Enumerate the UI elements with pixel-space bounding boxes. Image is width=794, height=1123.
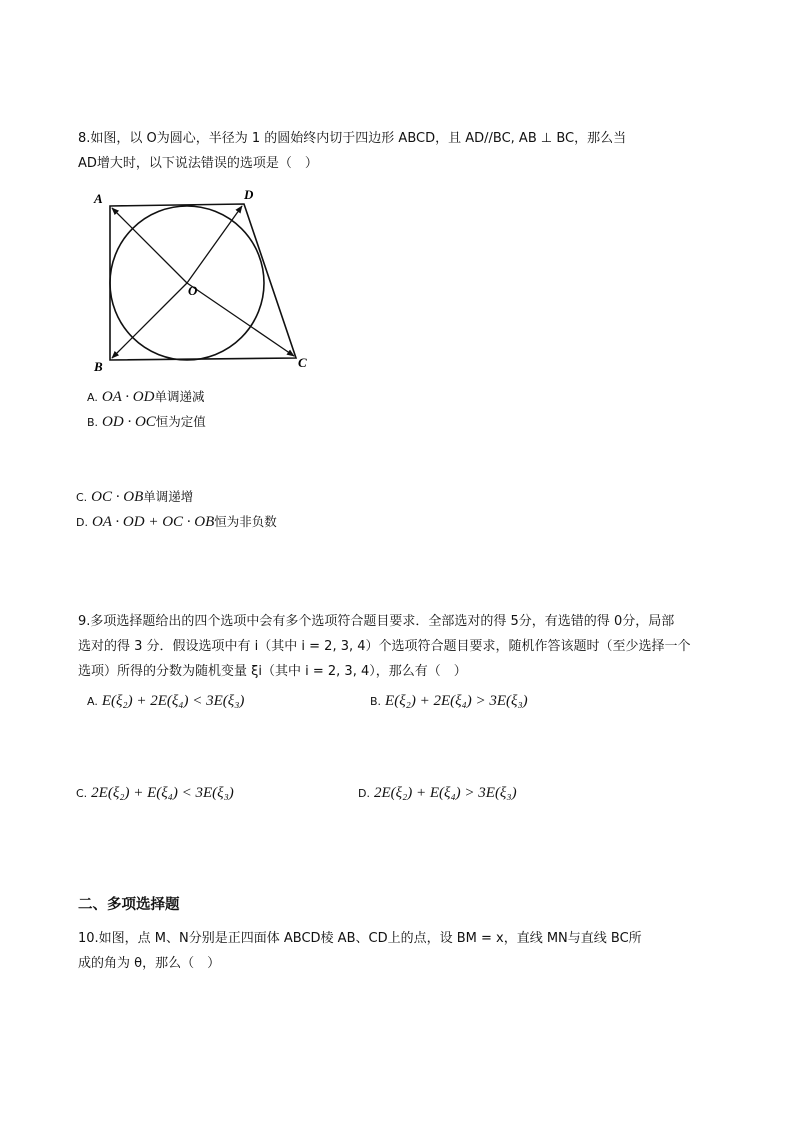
q9-option-d-label: D. bbox=[358, 787, 370, 800]
q9-stem-line-2: 选对的得 3 分．假设选项中有 i（其中 i = 2, 3, 4）个选项符合题目要求，随机作答该题时（至少选择一个 bbox=[78, 639, 691, 654]
q8-stem-line-1: 8.如图，以 O为圆心，半径为 1 的圆始终内切于四边形 ABCD，且 AD//BC, AB ⊥ BC，那么当 bbox=[78, 131, 627, 146]
q8-option-b-label: B. bbox=[87, 416, 99, 429]
vector-oc bbox=[187, 283, 294, 356]
q8-option-b-text: 恒为定值 bbox=[155, 414, 206, 429]
q8-option-c bbox=[76, 487, 193, 506]
q10-stem-line-1: 10.如图，点 M、N分别是正四面体 ABCD棱 AB、CD上的点，设 BM = x，直线 MN与直线 BC所 bbox=[78, 931, 642, 946]
q9-option-c-expr: 2E(ξ₂) + E(ξ₄) < 3E(ξ₃) bbox=[91, 785, 234, 801]
q8-option-b bbox=[87, 412, 206, 431]
point-label-c: C bbox=[298, 355, 307, 370]
point-label-d: D bbox=[244, 187, 254, 202]
q9-option-a-expr: E(ξ₂) + 2E(ξ₄) < 3E(ξ₃) bbox=[101, 693, 245, 709]
point-label-b: B bbox=[94, 359, 103, 374]
q8-option-c-expr: OC · OB bbox=[91, 489, 144, 505]
point-label-o: O bbox=[188, 283, 198, 298]
q8-option-d-expr: OA · OD + OC · OB bbox=[91, 514, 215, 530]
q8-option-c-text: 单调递增 bbox=[143, 489, 194, 504]
q10-stem-line-2: 成的角为 θ，那么（ ） bbox=[78, 956, 221, 971]
q9-stem-line-3: 选项）所得的分数为随机变量 ξi（其中 i = 2, 3, 4），那么有（ ） bbox=[78, 664, 467, 679]
q8-option-c-label: C. bbox=[76, 491, 88, 504]
vector-ob bbox=[112, 283, 187, 358]
q8-figure bbox=[88, 185, 318, 375]
q9-option-c bbox=[76, 785, 234, 802]
q8-option-a-text: 单调递减 bbox=[154, 389, 205, 404]
q9-option-b-expr: E(ξ₂) + 2E(ξ₄) > 3E(ξ₃) bbox=[385, 693, 528, 709]
q8-option-a-label: A. bbox=[87, 391, 98, 404]
q9-stem-line-1: 9.多项选择题给出的四个选项中会有多个选项符合题目要求．全部选对的得 5分，有选错的得 0分，局部 bbox=[78, 614, 675, 629]
q8-option-b-expr: OD · OC bbox=[102, 414, 156, 430]
q8-option-d-label: D. bbox=[76, 516, 88, 529]
quadrilateral-abcd bbox=[110, 204, 296, 360]
q9-option-b-label: B. bbox=[370, 695, 382, 708]
q8-stem-line-2: AD增大时，以下说法错误的选项是（ ） bbox=[78, 156, 318, 171]
section-title: 二、多项选择题 bbox=[78, 897, 180, 913]
q9-option-d bbox=[358, 785, 517, 802]
q8-option-a-expr: OA · OD bbox=[101, 389, 155, 405]
q8-option-d bbox=[76, 512, 277, 531]
q8-option-a bbox=[87, 387, 204, 406]
q9-option-c-label: C. bbox=[76, 787, 88, 800]
q9-option-d-expr: 2E(ξ₂) + E(ξ₄) > 3E(ξ₃) bbox=[373, 785, 517, 801]
q8-option-d-text: 恒为非负数 bbox=[214, 514, 277, 529]
q9-option-a bbox=[87, 693, 244, 710]
q9-option-b bbox=[370, 693, 528, 710]
point-label-a: A bbox=[94, 191, 103, 206]
vector-od bbox=[187, 206, 242, 283]
q9-option-a-label: A. bbox=[87, 695, 98, 708]
vector-oa bbox=[112, 208, 187, 283]
